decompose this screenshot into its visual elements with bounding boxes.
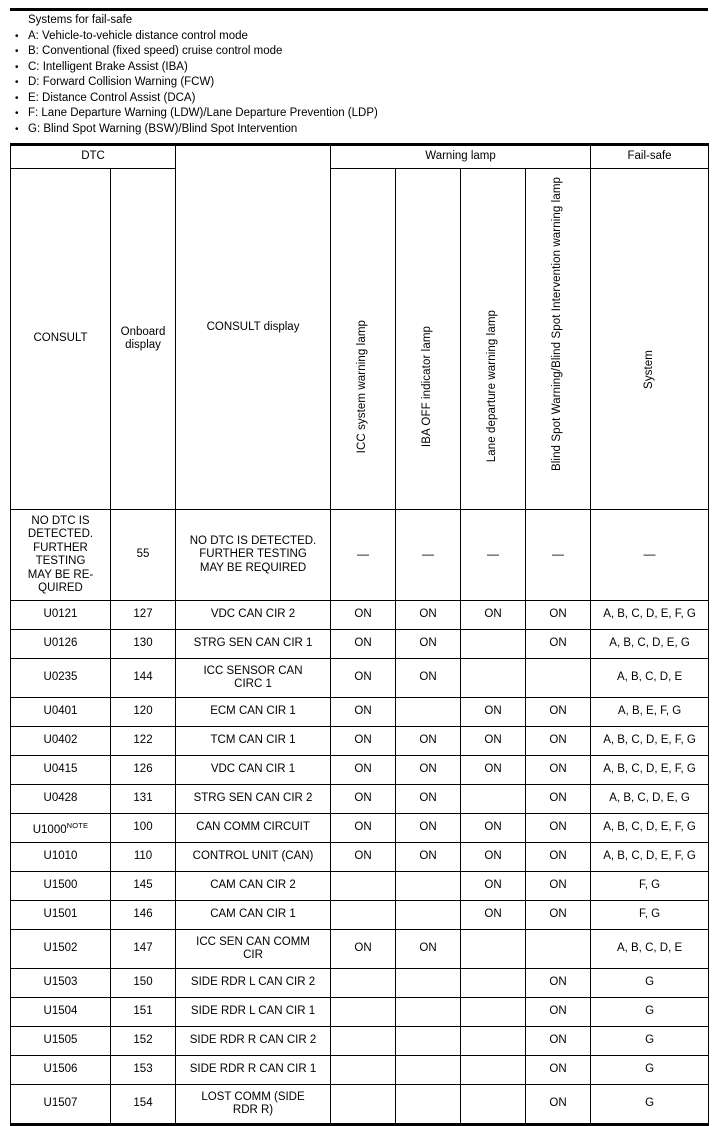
cell-consult-display: SIDE RDR L CAN CIR 2: [176, 969, 331, 998]
cell-lamp-icc: ON: [331, 601, 396, 630]
cell-lamp-iba: [396, 969, 461, 998]
cell-consult-display: [176, 930, 331, 969]
cell-consult-display: CAN COMM CIRCUIT: [176, 814, 331, 843]
cell-lamp-lane: ON: [461, 727, 526, 756]
cell-consult-value: U0401: [43, 705, 78, 718]
cell-fail-safe-system: —: [591, 510, 709, 601]
bullet-icon: •: [15, 30, 19, 42]
cell-lamp-lane: ON: [461, 872, 526, 901]
cell-lamp-lane: ON: [461, 698, 526, 727]
group-header-dtc: DTC: [11, 145, 176, 169]
cell-lamp-bsw: ON: [526, 785, 591, 814]
cell-fail-safe-system: F, G: [591, 901, 709, 930]
cell-lamp-lane: [461, 930, 526, 969]
cell-onboard-display: 154: [111, 1085, 176, 1125]
intro-list-item-label: G: Blind Spot Warning (BSW)/Blind Spot Intervention: [28, 122, 298, 135]
cell-lamp-lane: ON: [461, 756, 526, 785]
cell-lamp-bsw: ON: [526, 872, 591, 901]
cell-fail-safe-system: G: [591, 1027, 709, 1056]
top-rule: [10, 8, 708, 11]
subheader-iba-label: IBA OFF indicator lamp: [421, 325, 434, 448]
cell-lamp-icc: ON: [331, 698, 396, 727]
cell-consult-line: TESTING: [35, 555, 86, 567]
table-row: [11, 785, 709, 814]
cell-lamp-lane: ON: [461, 843, 526, 872]
intro-list-item-label: B: Conventional (fixed speed) cruise control mode: [28, 45, 283, 57]
cell-lamp-bsw: ON: [526, 727, 591, 756]
cell-lamp-icc: [331, 998, 396, 1027]
cell-lamp-bsw: ON: [526, 1056, 591, 1085]
cell-onboard-display: 110: [111, 843, 176, 872]
subheader-icc-label: ICC system warning lamp: [356, 319, 369, 454]
cell-display-line: ICC SENSOR CAN: [203, 664, 303, 677]
cell-consult-dtc: [11, 510, 111, 601]
cell-consult-dtc: [11, 901, 111, 930]
cell-consult-line: NO DTC IS: [31, 514, 90, 527]
cell-consult-line: QUIRED: [38, 582, 83, 594]
cell-onboard-display: 120: [111, 698, 176, 727]
cell-consult-value: U0428: [43, 792, 78, 805]
subheader-onboard-line1: Onboard: [120, 325, 166, 338]
cell-lamp-bsw: ON: [526, 998, 591, 1027]
cell-lamp-iba: ON: [396, 785, 461, 814]
cell-consult-dtc: [11, 1085, 111, 1125]
cell-consult-line: DETECTED.: [27, 528, 94, 540]
cell-consult-display: ECM CAN CIR 1: [176, 698, 331, 727]
subheader-lane-label: Lane departure warning lamp: [486, 310, 499, 463]
cell-fail-safe-system: G: [591, 1085, 709, 1125]
cell-consult-display: CAM CAN CIR 1: [176, 901, 331, 930]
cell-lamp-lane: ON: [461, 814, 526, 843]
note-superscript: NOTE: [66, 820, 89, 830]
cell-consult-value: U1505: [43, 1034, 78, 1047]
intro-title: Systems for fail-safe: [28, 14, 133, 26]
cell-consult-value: U1504: [43, 1005, 78, 1018]
cell-consult-dtc: [11, 756, 111, 785]
cell-consult-display: SIDE RDR R CAN CIR 1: [176, 1056, 331, 1085]
table-row: [11, 756, 709, 785]
cell-lamp-bsw: ON: [526, 756, 591, 785]
cell-consult-dtc: [11, 969, 111, 998]
dtc-table-wrap: [10, 143, 708, 1126]
cell-consult-value: U1501: [43, 908, 78, 921]
cell-lamp-icc: ON: [331, 727, 396, 756]
cell-lamp-icc: —: [331, 510, 396, 601]
cell-lamp-iba: ON: [396, 930, 461, 969]
subheader-icc-system-warning-lamp: [331, 169, 396, 510]
cell-fail-safe-system: A, B, C, D, E: [591, 930, 709, 969]
cell-lamp-bsw: ON: [526, 630, 591, 659]
table-row: [11, 1027, 709, 1056]
group-header-fail-safe: Fail-safe: [591, 145, 709, 169]
cell-lamp-lane: ON: [461, 901, 526, 930]
cell-lamp-iba: [396, 1056, 461, 1085]
subheader-iba-off-indicator-lamp: [396, 169, 461, 510]
cell-lamp-icc: ON: [331, 814, 396, 843]
cell-lamp-bsw: ON: [526, 1027, 591, 1056]
cell-lamp-lane: [461, 659, 526, 698]
table-row: [11, 1085, 709, 1125]
bullet-icon: •: [15, 123, 19, 135]
table-row: [11, 659, 709, 698]
table-row: [11, 969, 709, 998]
cell-onboard-display: 55: [111, 510, 176, 601]
cell-consult-value: U1010: [43, 850, 78, 863]
cell-consult-value: U1506: [43, 1063, 78, 1076]
cell-consult-display: [176, 510, 331, 601]
subheader-system-label: System: [642, 349, 655, 389]
cell-fail-safe-system: A, B, C, D, E, F, G: [591, 843, 709, 872]
table-row: [11, 630, 709, 659]
cell-lamp-icc: ON: [331, 930, 396, 969]
cell-lamp-lane: [461, 630, 526, 659]
intro-list-item: [10, 122, 708, 138]
cell-fail-safe-system: G: [591, 998, 709, 1027]
cell-lamp-lane: ON: [461, 601, 526, 630]
table-row: [11, 601, 709, 630]
cell-lamp-icc: ON: [331, 630, 396, 659]
cell-lamp-iba: ON: [396, 756, 461, 785]
subheader-onboard-line2: display: [125, 339, 161, 351]
cell-display-line: CIRC 1: [234, 678, 272, 690]
cell-onboard-display: 131: [111, 785, 176, 814]
cell-consult-dtc: [11, 659, 111, 698]
intro-list-item: [10, 60, 708, 76]
cell-consult-value: U0126: [43, 637, 78, 650]
cell-consult-display: [176, 1085, 331, 1125]
table-row: [11, 901, 709, 930]
cell-lamp-icc: [331, 872, 396, 901]
intro-list: [10, 29, 708, 138]
intro-list-item-label: E: Distance Control Assist (DCA): [28, 91, 196, 104]
cell-lamp-iba: ON: [396, 630, 461, 659]
cell-fail-safe-system: A, B, C, D, E, F, G: [591, 727, 709, 756]
cell-fail-safe-system: A, B, E, F, G: [591, 698, 709, 727]
cell-consult-dtc: [11, 630, 111, 659]
cell-display-line: LOST COMM (SIDE: [201, 1090, 305, 1103]
cell-lamp-lane: [461, 998, 526, 1027]
cell-consult-value: U0402: [43, 734, 78, 747]
cell-consult-line: MAY BE RE-: [27, 568, 94, 581]
intro-block: [10, 13, 708, 137]
cell-consult-dtc: [11, 1056, 111, 1085]
table-row: [11, 843, 709, 872]
cell-lamp-icc: ON: [331, 785, 396, 814]
cell-onboard-display: 126: [111, 756, 176, 785]
cell-consult-dtc: [11, 1027, 111, 1056]
cell-lamp-iba: [396, 1027, 461, 1056]
table-row: [11, 1056, 709, 1085]
cell-lamp-icc: [331, 1085, 396, 1125]
cell-lamp-iba: [396, 1085, 461, 1125]
bullet-icon: •: [15, 46, 19, 57]
table-row: [11, 930, 709, 969]
cell-consult-value: U0415: [43, 763, 78, 776]
cell-lamp-bsw: ON: [526, 843, 591, 872]
cell-consult-display: CONTROL UNIT (CAN): [176, 843, 331, 872]
cell-display-line: MAY BE REQUIRED: [199, 561, 307, 574]
cell-consult-display: VDC CAN CIR 2: [176, 601, 331, 630]
cell-fail-safe-system: A, B, C, D, E, G: [591, 630, 709, 659]
subheader-bsw-warning-lamp: [526, 169, 591, 510]
intro-list-item: [10, 29, 708, 45]
cell-lamp-iba: ON: [396, 659, 461, 698]
cell-onboard-display: 145: [111, 872, 176, 901]
cell-lamp-bsw: ON: [526, 814, 591, 843]
cell-lamp-bsw: ON: [526, 698, 591, 727]
cell-lamp-icc: [331, 969, 396, 998]
cell-onboard-display: 150: [111, 969, 176, 998]
table-group-header-row: [11, 145, 709, 169]
cell-consult-dtc: [11, 998, 111, 1027]
intro-list-item: [10, 91, 708, 107]
cell-lamp-bsw: [526, 659, 591, 698]
bullet-icon: •: [15, 92, 19, 104]
cell-consult-display: VDC CAN CIR 1: [176, 756, 331, 785]
cell-consult-value: U1000: [32, 823, 67, 836]
table-row: [11, 814, 709, 843]
bullet-icon: •: [15, 61, 19, 73]
subheader-consult-display: CONSULT display: [176, 145, 331, 510]
cell-fail-safe-system: F, G: [591, 872, 709, 901]
cell-consult-dtc: [11, 814, 111, 843]
cell-lamp-bsw: [526, 930, 591, 969]
cell-lamp-icc: ON: [331, 843, 396, 872]
cell-consult-dtc: [11, 601, 111, 630]
cell-onboard-display: 152: [111, 1027, 176, 1056]
cell-lamp-bsw: ON: [526, 1085, 591, 1125]
cell-consult-value: U1500: [43, 879, 78, 892]
cell-consult-dtc: [11, 843, 111, 872]
cell-lamp-icc: ON: [331, 756, 396, 785]
cell-consult-value: U1502: [43, 942, 78, 955]
group-header-warning-lamp: Warning lamp: [331, 145, 591, 169]
intro-list-item-label: F: Lane Departure Warning (LDW)/Lane Departure Prevention (LDP): [28, 107, 378, 119]
cell-lamp-icc: ON: [331, 659, 396, 698]
table-row: [11, 727, 709, 756]
cell-lamp-iba: ON: [396, 601, 461, 630]
intro-list-item: [10, 44, 708, 60]
cell-onboard-display: 153: [111, 1056, 176, 1085]
cell-lamp-iba: ON: [396, 843, 461, 872]
bullet-icon: •: [15, 108, 19, 119]
cell-consult-display: SIDE RDR R CAN CIR 2: [176, 1027, 331, 1056]
cell-fail-safe-system: A, B, C, D, E: [591, 659, 709, 698]
cell-lamp-bsw: ON: [526, 969, 591, 998]
subheader-bsw-label: Blind Spot Warning/Blind Spot Intervention warning lamp: [551, 176, 564, 471]
cell-lamp-lane: [461, 785, 526, 814]
cell-consult-display: [176, 659, 331, 698]
cell-lamp-icc: [331, 1027, 396, 1056]
bullet-icon: •: [15, 77, 19, 88]
dtc-table: [10, 143, 709, 1126]
cell-display-line: CIR: [243, 949, 263, 961]
table-row: [11, 698, 709, 727]
cell-consult-display: SIDE RDR L CAN CIR 1: [176, 998, 331, 1027]
cell-lamp-bsw: —: [526, 510, 591, 601]
table-row: [11, 872, 709, 901]
cell-consult-dtc: [11, 930, 111, 969]
cell-lamp-lane: [461, 1085, 526, 1125]
cell-consult-dtc: [11, 727, 111, 756]
cell-consult-display: STRG SEN CAN CIR 2: [176, 785, 331, 814]
cell-display-line: FURTHER TESTING: [199, 548, 307, 561]
cell-fail-safe-system: A, B, C, D, E, F, G: [591, 814, 709, 843]
cell-consult-value: U0235: [43, 671, 78, 684]
cell-onboard-display: 147: [111, 930, 176, 969]
table-subheader-row: [11, 169, 709, 510]
cell-consult-value: U1507: [43, 1097, 78, 1110]
cell-lamp-iba: [396, 698, 461, 727]
intro-list-item: [10, 75, 708, 91]
cell-fail-safe-system: G: [591, 1056, 709, 1085]
cell-lamp-lane: [461, 969, 526, 998]
cell-lamp-iba: [396, 901, 461, 930]
cell-consult-display: TCM CAN CIR 1: [176, 727, 331, 756]
cell-lamp-iba: [396, 998, 461, 1027]
table-row: [11, 510, 709, 601]
intro-list-item-label: D: Forward Collision Warning (FCW): [28, 76, 215, 88]
cell-display-line: NO DTC IS DETECTED.: [189, 534, 317, 547]
cell-lamp-iba: ON: [396, 727, 461, 756]
cell-consult-dtc: [11, 698, 111, 727]
cell-lamp-lane: —: [461, 510, 526, 601]
subheader-lane-departure-warning-lamp: [461, 169, 526, 510]
cell-consult-display: STRG SEN CAN CIR 1: [176, 630, 331, 659]
cell-display-line: ICC SEN CAN COMM: [196, 935, 310, 948]
subheader-onboard-display: [111, 169, 176, 510]
subheader-system: [591, 169, 709, 510]
cell-lamp-icc: [331, 1056, 396, 1085]
cell-consult-value: U1503: [43, 976, 78, 989]
cell-lamp-iba: ON: [396, 814, 461, 843]
cell-lamp-iba: [396, 872, 461, 901]
cell-lamp-icc: [331, 901, 396, 930]
cell-fail-safe-system: A, B, C, D, E, F, G: [591, 756, 709, 785]
cell-onboard-display: 146: [111, 901, 176, 930]
cell-onboard-display: 130: [111, 630, 176, 659]
cell-onboard-display: 100: [111, 814, 176, 843]
cell-onboard-display: 122: [111, 727, 176, 756]
table-body: [11, 510, 709, 1125]
intro-list-item-label: C: Intelligent Brake Assist (IBA): [28, 60, 188, 73]
cell-onboard-display: 127: [111, 601, 176, 630]
cell-lamp-bsw: ON: [526, 601, 591, 630]
intro-list-item: [10, 106, 708, 122]
cell-onboard-display: 151: [111, 998, 176, 1027]
cell-consult-line: FURTHER: [33, 541, 88, 554]
cell-display-line: RDR R): [232, 1104, 274, 1116]
cell-consult-display: CAM CAN CIR 2: [176, 872, 331, 901]
cell-fail-safe-system: A, B, C, D, E, G: [591, 785, 709, 814]
subheader-consult: CONSULT: [11, 169, 111, 510]
cell-onboard-display: 144: [111, 659, 176, 698]
cell-consult-value: U0121: [43, 608, 78, 621]
cell-consult-dtc: [11, 785, 111, 814]
cell-consult-dtc: [11, 872, 111, 901]
cell-lamp-iba: —: [396, 510, 461, 601]
table-row: [11, 998, 709, 1027]
cell-fail-safe-system: A, B, C, D, E, F, G: [591, 601, 709, 630]
cell-lamp-lane: [461, 1027, 526, 1056]
cell-lamp-lane: [461, 1056, 526, 1085]
cell-fail-safe-system: G: [591, 969, 709, 998]
cell-lamp-bsw: ON: [526, 901, 591, 930]
intro-list-item-label: A: Vehicle-to-vehicle distance control mode: [28, 29, 248, 42]
